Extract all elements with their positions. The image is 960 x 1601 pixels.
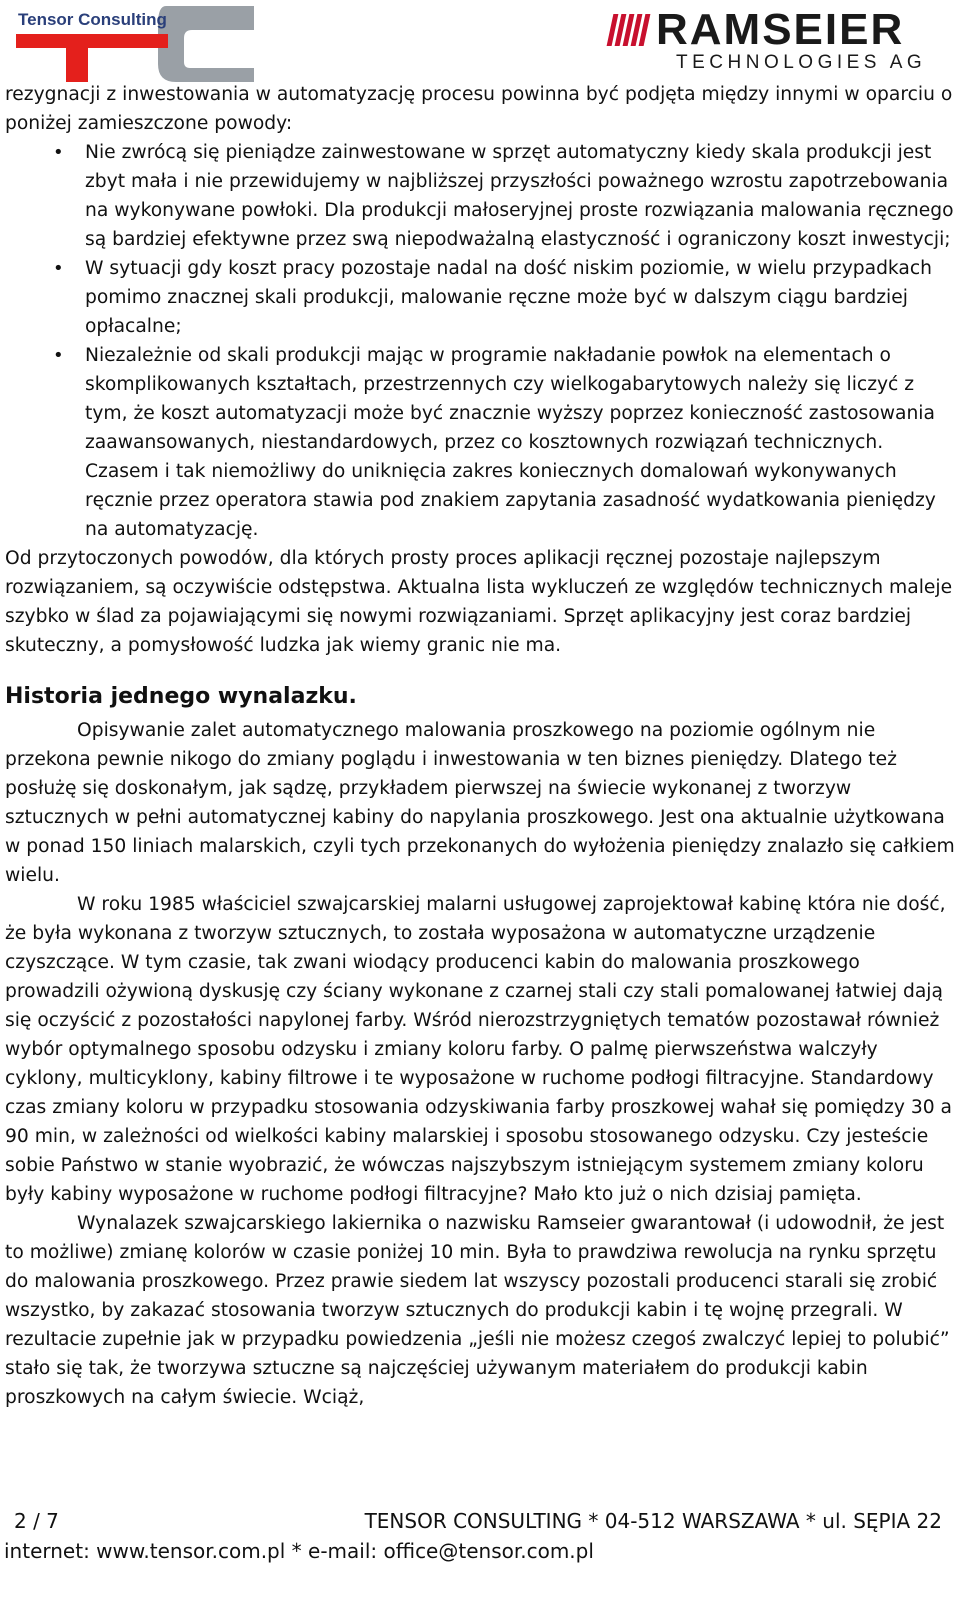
summary-paragraph: Od przytoczonych powodów, dla których prosty proces aplikacji ręcznej pozostaje najlepszym rozwiązaniem, są oczywiście odstępstwa. Aktualna lista wykluczeń ze względów technicznych maleje szybko w ślad za pojawiającymi się nowymi rozwiązaniami. Sprzęt aplikacyjny jest coraz bardziej skuteczny, a pomysłowość ludzka jak wiemy granic nie ma. — [5, 548, 953, 656]
list-item-text: W sytuacji gdy koszt pracy pozostaje nadal na dość niskim poziomie, w wielu przypadkach pomimo znacznej skali produkcji, malowanie ręczne może być w dalszym ciągu bardziej opłacalne; — [85, 258, 932, 337]
list-item — [5, 254, 955, 341]
ramseier-bars-icon — [610, 14, 650, 51]
list-item — [5, 138, 955, 254]
body-paragraph: W roku 1985 właściciel szwajcarskiej malarni usługowej zaprojektował kabinę która nie dość, że była wykonana z tworzyw sztucznych, to została wyposażona w automatyczne urządzenie czyszczące. W tym czasie, tak zwani wiodący producenci kabin do malowania proszkowego prowadzili ożywioną dyskusję czy ściany wykonane z czarnej stali czy stali pomalowanej łatwiej dają się oczyścić z pozostałości napylonej farby. Wśród nierozstrzygniętych tematów pozostawał również wybór optymalnego sposobu odzysku i zmiany koloru farby. O palmę pierwszeństwa walczyły cyklony, multicyklony, kabiny filtrowe i te wyposażone w ruchome podłogi filtracyjne. Standardowy czas zmiany koloru w przypadku stosowania odzyskiwania farby proszkowej wahał się pomiędzy 30 a 90 min, w zależności od wielkości kabiny malarskiej i sposobu stosowanego odzysku. Czy jesteście sobie Państwo w stanie wyobrazić, że wówczas najszybszym istniejącym systemem zmiany koloru były kabiny wyposażone w ruchome podłogi filtracyjne? Mało kto już o nich dzisiaj pamięta. — [5, 894, 953, 1205]
tensor-consulting-name: Tensor Consulting — [18, 10, 167, 29]
ramseier-subtitle: TECHNOLOGIES AG — [676, 52, 927, 73]
section-heading: Historia jednego wynalazku. — [5, 684, 357, 709]
footer-contact: internet: www.tensor.com.pl * e-mail: office@tensor.com.pl — [4, 1539, 594, 1563]
body-paragraph: Wynalazek szwajcarskiego lakiernika o nazwisku Ramseier gwarantował (i udowodnił, że jest to możliwe) zmianę kolorów w czasie poniżej 10 min. Była to prawdziwa rewolucja na rynku sprzętu do malowania proszkowego. Przez prawie siedem lat wszyscy pozostali producenci starali się zrobić wszystko, by zakazać stosowania tworzyw sztucznych do produkcji kabin i tę wojnę przegrali. W rezultacie zupełnie jak w przypadku powiedzenia „jeśli nie możesz czegoś zwalczyć lepiej to polubić” stało się tak, że tworzywa sztuczne są najczęściej używanym materiałem do produkcji kabin proszkowych na całym świecie. Wciąż, — [5, 1213, 950, 1408]
footer-address: TENSOR CONSULTING * 04-512 WARSZAWA * ul. SĘPIA 22 — [364, 1509, 942, 1533]
ramseier-name: RAMSEIER — [656, 5, 905, 54]
page-content — [5, 80, 955, 1412]
body-paragraph: Opisywanie zalet automatycznego malowania proszkowego na poziomie ogólnym nie przekona pewnie nikogo do zmiany poglądu i inwestowania w ten biznes pieniędzy. Dlatego też posłużę się doskonałym, jak sądzę, przykładem pierwszej na świecie wykonanej z tworzyw sztucznych w pełni automatycznej kabiny do napylania proszkowego. Jest ona aktualnie użytkowana w ponad 150 liniach malarskich, czyli tych przekonanych do wyłożenia pieniędzy znalazło się całkiem wielu. — [5, 720, 955, 886]
intro-paragraph: rezygnacji z inwestowania w automatyzację procesu powinna być podjęta między innymi w oparciu o poniżej zamieszczone powody: — [5, 84, 953, 134]
ramseier-logo — [610, 5, 940, 78]
page-number: 2 / 7 — [14, 1509, 59, 1533]
list-item-text: Nie zwrócą się pieniądze zainwestowane w sprzęt automatyczny kiedy skala produkcji jest zbyt mała i nie przewidujemy w najbliższej przyszłości poważnego wzrostu zapotrzebowania na wykonywane powłoki. Dla produkcji małoseryjnej proste rozwiązania malowania ręcznego są bardziej efektywne przez swą niepodważalną elastyczność i ograniczony koszt inwestycji; — [85, 142, 954, 250]
tensor-consulting-logo — [16, 2, 256, 84]
page-header — [0, 0, 960, 86]
reasons-list — [5, 138, 955, 544]
list-item — [5, 341, 955, 544]
list-item-text: Niezależnie od skali produkcji mając w programie nakładanie powłok na elementach o skomplikowanych kształtach, przestrzennych czy wielkogabarytowych należy się liczyć z tym, że koszt automatyzacji może być znacznie wyższy poprzez konieczność zastosowania zaawansowanych, niestandardowych, przez co kosztownych rozwiązań technicznych. Czasem i tak niemożliwy do uniknięcia zakres koniecznych domalowań wykonywanych ręcznie przez operatora stawia pod znakiem zapytania zasadność wydatkowania pieniędzy na automatyzację. — [85, 345, 936, 540]
